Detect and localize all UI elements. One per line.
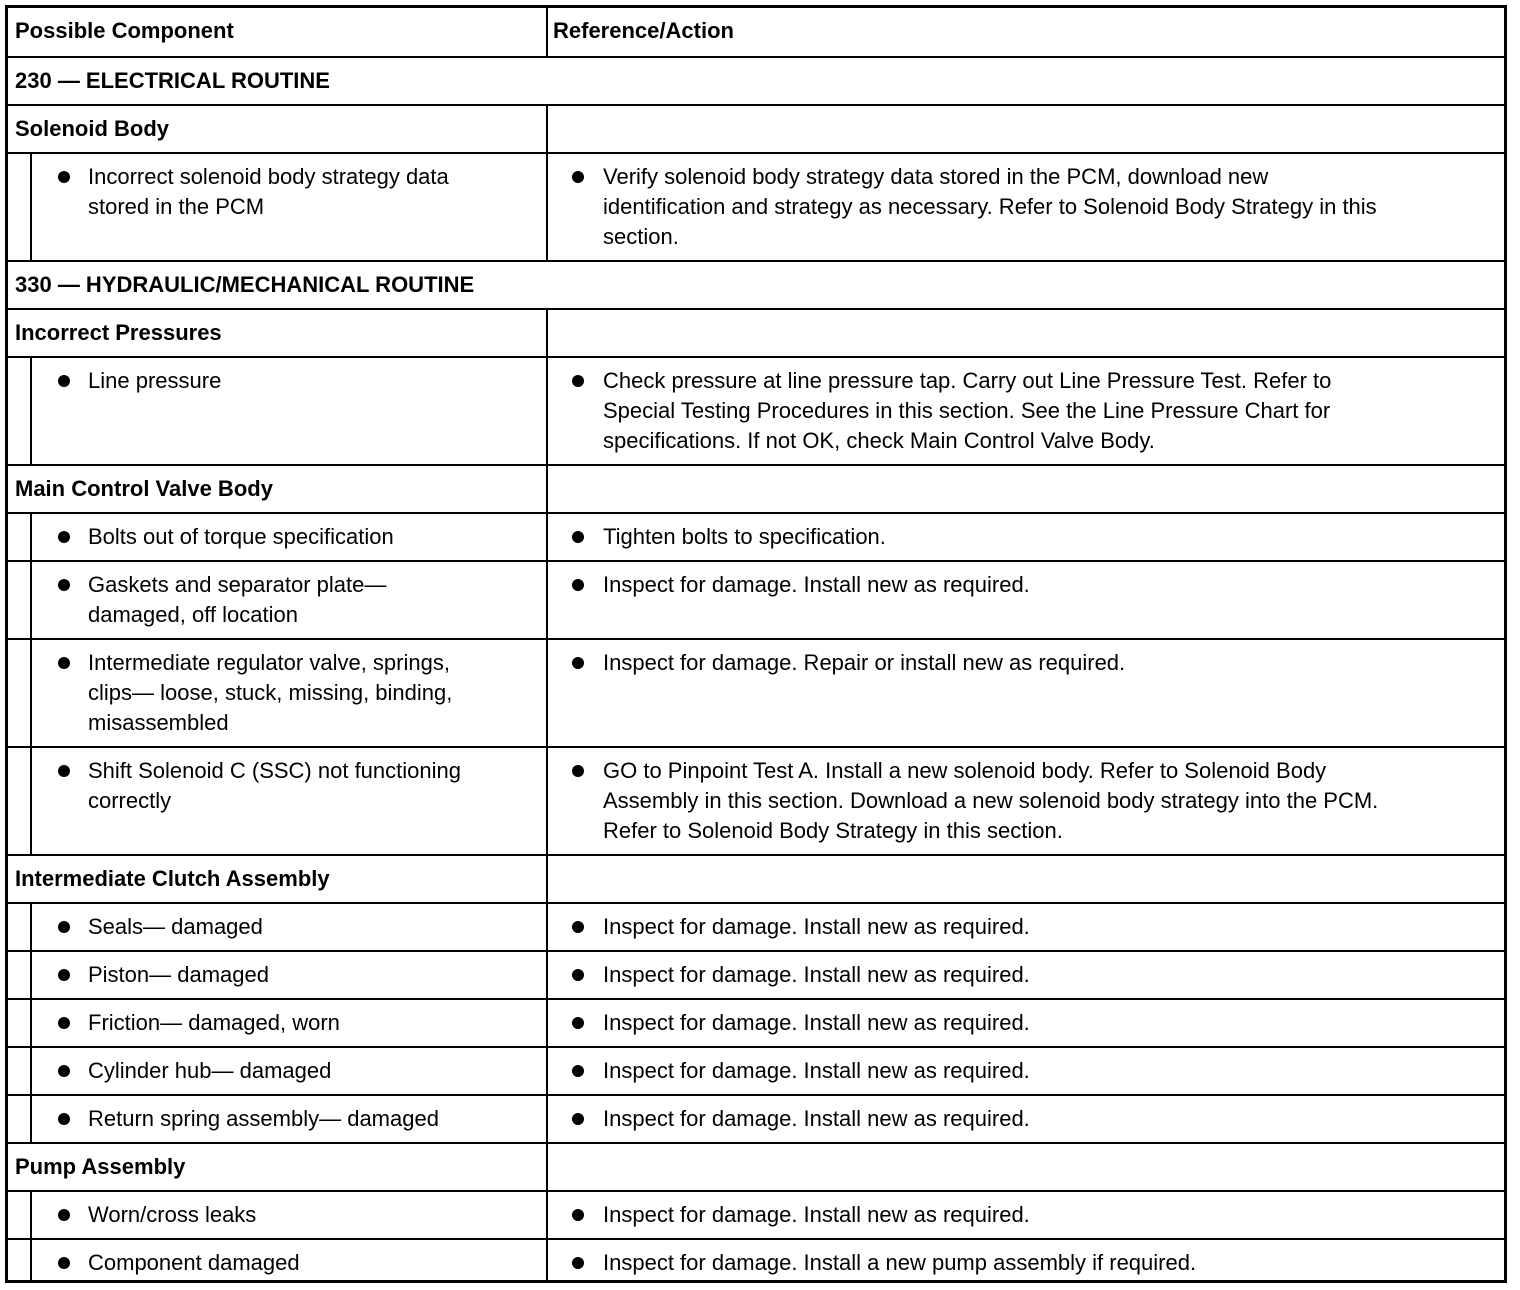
action-text: Inspect for damage. Install a new pump assembly if required. [603,1250,1197,1275]
item-row [8,998,1504,1046]
component-text: Line pressure [88,368,222,393]
bullet-icon [572,765,584,777]
bullet-icon [58,1209,70,1221]
item-row [8,560,1504,638]
column-divider [546,952,548,998]
item-row [8,512,1504,560]
group-row [8,464,1504,512]
action-text: GO to Pinpoint Test A. Install a new solenoid body. Refer to Solenoid Body [603,758,1327,783]
component-text: Cylinder hub— damaged [88,1058,332,1083]
component-text: Intermediate regulator valve, springs, [88,650,450,675]
indent-divider [30,1096,32,1142]
bullet-icon [572,1209,584,1221]
indent-divider [30,154,32,260]
item-row [8,152,1504,260]
group-title: Pump Assembly [15,1154,186,1179]
bullet-icon [572,969,584,981]
group-row [8,1142,1504,1190]
item-row [8,1046,1504,1094]
component-text: Shift Solenoid C (SSC) not functioning [88,758,461,783]
column-divider [546,1192,548,1238]
item-row [8,902,1504,950]
column-divider [546,856,548,902]
component-text: Return spring assembly— damaged [88,1106,439,1131]
item-row [8,1238,1504,1280]
item-row [8,1094,1504,1142]
section-row [8,260,1504,308]
bullet-icon [58,1065,70,1077]
bullet-icon [58,921,70,933]
bullet-icon [58,531,70,543]
bullet-icon [572,1113,584,1125]
component-text: Incorrect solenoid body strategy data [88,164,449,189]
column-divider [546,466,548,512]
indent-divider [30,358,32,464]
section-row [8,56,1504,104]
action-text: Check pressure at line pressure tap. Carry out Line Pressure Test. Refer to [603,368,1332,393]
group-row [8,308,1504,356]
action-text: Inspect for damage. Install new as required. [603,572,1030,597]
indent-divider [30,1048,32,1094]
action-text: identification and strategy as necessary. Refer to Solenoid Body Strategy in this [603,194,1377,219]
action-text: Inspect for damage. Install new as required. [603,962,1030,987]
indent-divider [30,952,32,998]
column-divider [546,358,548,464]
action-text: Inspect for damage. Install new as required. [603,1010,1030,1035]
header-possible-component: Possible Component [15,18,234,43]
section-title: 230 — ELECTRICAL ROUTINE [15,68,330,93]
group-title: Main Control Valve Body [15,476,273,501]
column-divider [546,1048,548,1094]
section-title: 330 — HYDRAULIC/MECHANICAL ROUTINE [15,272,475,297]
action-text: Inspect for damage. Install new as required. [603,914,1030,939]
action-text: Inspect for damage. Install new as required. [603,1106,1030,1131]
component-text: misassembled [88,710,229,735]
action-text: Inspect for damage. Repair or install new as required. [603,650,1126,675]
header-reference-action: Reference/Action [553,18,734,43]
action-text: Inspect for damage. Install new as required. [603,1202,1030,1227]
indent-divider [30,514,32,560]
group-title: Intermediate Clutch Assembly [15,866,330,891]
bullet-icon [572,921,584,933]
item-row [8,746,1504,854]
bullet-icon [58,171,70,183]
action-text: Special Testing Procedures in this section. See the Line Pressure Chart for [603,398,1331,423]
column-divider [546,154,548,260]
component-text: Gaskets and separator plate— [88,572,387,597]
group-title: Incorrect Pressures [15,320,222,345]
column-divider [546,310,548,356]
component-text: Worn/cross leaks [88,1202,257,1227]
bullet-icon [572,171,584,183]
component-text: Friction— damaged, worn [88,1010,340,1035]
component-text: correctly [88,788,172,813]
bullet-icon [58,969,70,981]
action-text: Refer to Solenoid Body Strategy in this section. [603,818,1063,843]
group-row [8,854,1504,902]
component-text: Piston— damaged [88,962,269,987]
component-text: Seals— damaged [88,914,263,939]
group-row [8,104,1504,152]
indent-divider [30,904,32,950]
bullet-icon [58,765,70,777]
item-row [8,356,1504,464]
bullet-icon [572,1257,584,1269]
bullet-icon [58,579,70,591]
column-divider [546,1240,548,1280]
action-text: Assembly in this section. Download a new solenoid body strategy into the PCM. [603,788,1379,813]
action-text: Tighten bolts to specification. [603,524,886,549]
column-divider [546,1096,548,1142]
item-row [8,638,1504,746]
indent-divider [30,1000,32,1046]
component-text: stored in the PCM [88,194,265,219]
component-text: damaged, off location [88,602,298,627]
column-divider [546,514,548,560]
item-row [8,950,1504,998]
bullet-icon [572,1065,584,1077]
indent-divider [30,562,32,638]
column-divider [546,904,548,950]
indent-divider [30,748,32,854]
column-divider [546,1144,548,1190]
bullet-icon [572,579,584,591]
component-text: Component damaged [88,1250,300,1275]
action-text: specifications. If not OK, check Main Control Valve Body. [603,428,1155,453]
bullet-icon [58,1257,70,1269]
bullet-icon [572,1017,584,1029]
component-text: clips— loose, stuck, missing, binding, [88,680,453,705]
item-row [8,1190,1504,1238]
indent-divider [30,1240,32,1280]
column-divider [546,640,548,746]
indent-divider [30,640,32,746]
header-row [8,8,1504,56]
column-divider [546,1000,548,1046]
column-divider [546,8,548,56]
component-text: Bolts out of torque specification [88,524,394,549]
action-text: Inspect for damage. Install new as required. [603,1058,1030,1083]
bullet-icon [58,375,70,387]
diagnosis-table [5,5,1507,1283]
column-divider [546,562,548,638]
bullet-icon [572,531,584,543]
column-divider [546,106,548,152]
column-divider [546,748,548,854]
bullet-icon [58,1017,70,1029]
action-text: Verify solenoid body strategy data stored in the PCM, download new [603,164,1269,189]
bullet-icon [572,657,584,669]
bullet-icon [58,1113,70,1125]
bullet-icon [572,375,584,387]
group-title: Solenoid Body [15,116,169,141]
indent-divider [30,1192,32,1238]
bullet-icon [58,657,70,669]
action-text: section. [603,224,679,249]
